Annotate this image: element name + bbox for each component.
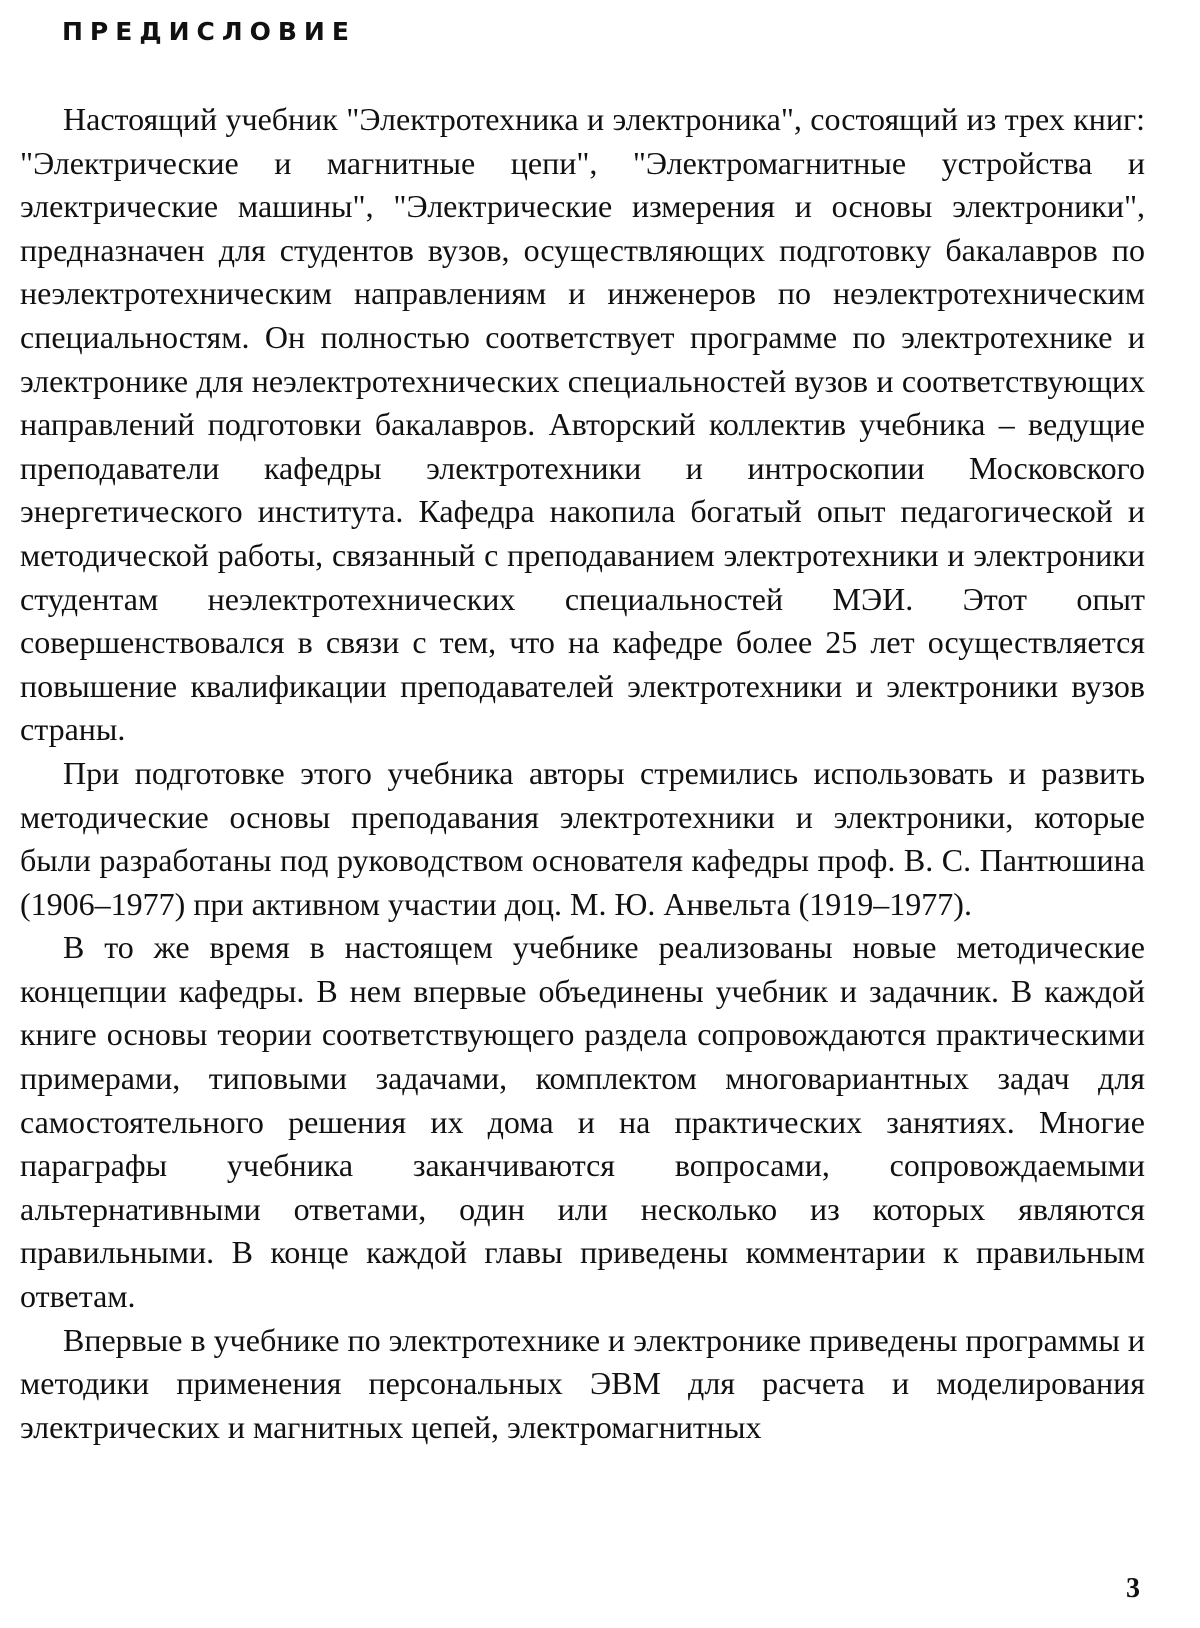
paragraph: Впервые в учебнике по электротехнике и электронике приведены программы и методики применения персональных ЭВМ для расчета и моделирования электрических и магнитных цепей, электромагнитных bbox=[20, 1321, 1145, 1445]
paragraph: Настоящий учебник "Электротехника и электроника", состоящий из трех книг: "Электрические и магнитные цепи", "Электромагнитные устройства и электрические машины", "Электрические измерения и основы электроники", предназначен для студентов вузов, осуществляющих подготовку бакалавров по неэлектротехническим направлениям и инженеров по неэлектротехническим специальностям. Он полностью соответствует программе по электротехнике и электронике для неэлектротехнических специальностей вузов и соответствующих направлений подготовки бакалавров. Авторский коллектив учебника – ведущие преподаватели кафедры электротехники и интроскопии Московского энергетического института. Кафедра накопила богатый опыт педагогической и методической работы, связанный с преподаванием электротехники и электроники студентам неэлектротехнических специальностей МЭИ. Этот опыт совершенствовался в связи с тем, что на кафедре более 25 лет осуществляется повышение квалификации преподавателей электротехники и электроники вузов страны. bbox=[20, 101, 1145, 748]
paragraph: При подготовке этого учебника авторы стремились использовать и развить методические основы преподавания электротехники и электроники, которые были разработаны под руководством основателя кафедры проф. В. С. Пантюшина (1906–1977) при активном участии доц. М. Ю. Анвельта (1919–1977). bbox=[20, 754, 1145, 922]
paragraph: В то же время в настоящем учебнике реализованы новые методические концепции кафедры. В нем впервые объединены учебник и задачник. В каждой книге основы теории соответствующего раздела сопровождаются практическими примерами, типовыми задачами, комплектом многовариантных задач для самостоятельного решения их дома и на практических занятиях. Многие параграфы учебника заканчиваются вопросами, сопровождаемыми альтернативными ответами, один или несколько из которых являются правильными. В конце каждой главы приведены комментарии к правильным ответам. bbox=[20, 929, 1145, 1315]
body-text bbox=[20, 98, 1145, 1449]
page-number: 3 bbox=[1126, 1573, 1140, 1604]
page-title: ПРЕДИСЛОВИЕ bbox=[62, 17, 356, 46]
